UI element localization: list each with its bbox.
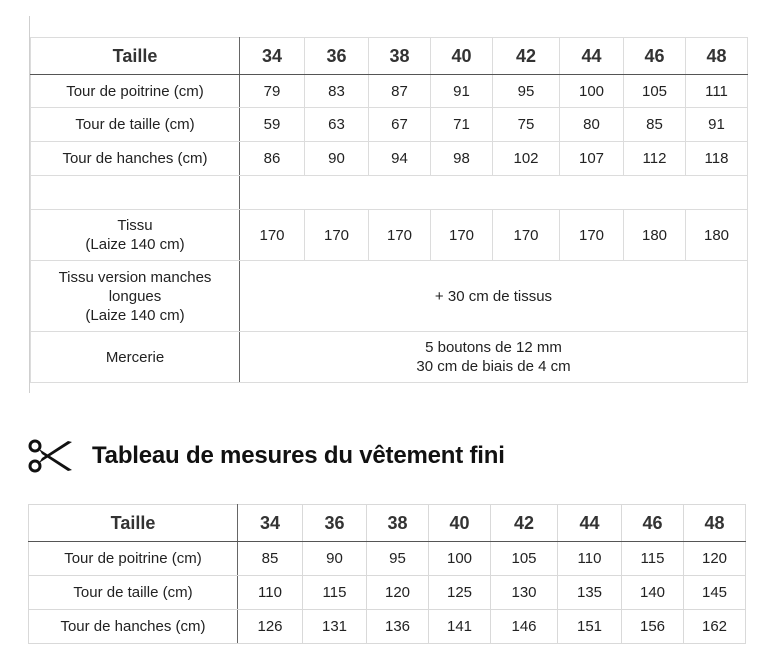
cell: 112 <box>624 142 686 176</box>
cell: 90 <box>305 142 369 176</box>
cell: 86 <box>240 142 305 176</box>
row-label: Tour de taille (cm) <box>29 576 238 610</box>
cell: 67 <box>369 108 431 142</box>
size-header: 38 <box>369 38 431 75</box>
header-row <box>29 505 746 542</box>
size-header: 44 <box>558 505 622 542</box>
cell: 107 <box>560 142 624 176</box>
cell: 135 <box>558 576 622 610</box>
table-row <box>29 542 746 576</box>
size-header: 42 <box>491 505 558 542</box>
size-header: 34 <box>238 505 303 542</box>
cell: 131 <box>303 610 367 644</box>
table-row <box>31 108 748 142</box>
cell: 91 <box>686 108 748 142</box>
size-header: 42 <box>493 38 560 75</box>
cell: 105 <box>624 75 686 108</box>
size-header: 46 <box>624 38 686 75</box>
tissu-longues-label-line3: (Laize 140 cm) <box>85 306 185 324</box>
size-header: 46 <box>622 505 684 542</box>
cell: 170 <box>493 210 560 261</box>
cell: 79 <box>240 75 305 108</box>
cell: 85 <box>238 542 303 576</box>
cell: 71 <box>431 108 493 142</box>
mercerie-row <box>31 332 748 383</box>
row-label <box>31 261 240 332</box>
size-header: 48 <box>686 38 748 75</box>
cell: 170 <box>369 210 431 261</box>
table-row <box>31 142 748 176</box>
cell: 91 <box>431 75 493 108</box>
cell: 87 <box>369 75 431 108</box>
cell: 136 <box>367 610 429 644</box>
size-chart-table <box>30 37 748 383</box>
section-title: Tableau de mesures du vêtement fini <box>92 442 505 469</box>
table-row <box>29 610 746 644</box>
size-header: 34 <box>240 38 305 75</box>
tissu-row <box>31 210 748 261</box>
cell: 180 <box>686 210 748 261</box>
cell: 170 <box>305 210 369 261</box>
cell: 141 <box>429 610 491 644</box>
row-label: Tour de hanches (cm) <box>29 610 238 644</box>
row-label: Tour de hanches (cm) <box>31 142 240 176</box>
cell: 100 <box>560 75 624 108</box>
spacer-row <box>31 176 748 210</box>
row-label: Mercerie <box>31 332 240 383</box>
mercerie-line1: 5 boutons de 12 mm <box>425 339 562 356</box>
empty-cell <box>240 176 748 210</box>
mercerie-value <box>240 332 748 383</box>
cell: 156 <box>622 610 684 644</box>
empty-cell <box>31 176 240 210</box>
cell: 110 <box>558 542 622 576</box>
cell: 105 <box>491 542 558 576</box>
cell: 95 <box>367 542 429 576</box>
cell: 126 <box>238 610 303 644</box>
header-row <box>31 38 748 75</box>
cell: 120 <box>367 576 429 610</box>
row-label <box>31 210 240 261</box>
row-label: Tour de taille (cm) <box>31 108 240 142</box>
cell: 151 <box>558 610 622 644</box>
cell: 75 <box>493 108 560 142</box>
cell: 130 <box>491 576 558 610</box>
header-label: Taille <box>31 38 240 75</box>
row-label: Tour de poitrine (cm) <box>29 542 238 576</box>
table-row <box>29 576 746 610</box>
cell: 102 <box>493 142 560 176</box>
size-header: 36 <box>303 505 367 542</box>
size-header: 38 <box>367 505 429 542</box>
cell: 115 <box>622 542 684 576</box>
size-header: 36 <box>305 38 369 75</box>
tissu-longues-label-line2: longues <box>108 287 162 305</box>
cell: 170 <box>560 210 624 261</box>
size-header: 40 <box>429 505 491 542</box>
tissu-longues-value: + 30 cm de tissus <box>240 261 748 332</box>
cell: 110 <box>238 576 303 610</box>
cell: 59 <box>240 108 305 142</box>
tissu-longues-row <box>31 261 748 332</box>
scissors-icon <box>28 438 74 474</box>
size-header: 44 <box>560 38 624 75</box>
cell: 80 <box>560 108 624 142</box>
cell: 145 <box>684 576 746 610</box>
cell: 118 <box>686 142 748 176</box>
size-header: 40 <box>431 38 493 75</box>
mercerie-line2: 30 cm de biais de 4 cm <box>416 358 571 375</box>
cell: 170 <box>240 210 305 261</box>
tissu-label-line2: (Laize 140 cm) <box>85 236 185 253</box>
cell: 170 <box>431 210 493 261</box>
tissu-label-line1: Tissu <box>117 217 153 234</box>
cell: 125 <box>429 576 491 610</box>
cell: 90 <box>303 542 367 576</box>
cell: 100 <box>429 542 491 576</box>
cell: 180 <box>624 210 686 261</box>
cell: 85 <box>624 108 686 142</box>
cell: 111 <box>686 75 748 108</box>
cell: 140 <box>622 576 684 610</box>
cell: 83 <box>305 75 369 108</box>
cell: 115 <box>303 576 367 610</box>
tissu-longues-label-line1: Tissu version manches <box>58 268 212 286</box>
cell: 146 <box>491 610 558 644</box>
cell: 63 <box>305 108 369 142</box>
header-label: Taille <box>29 505 238 542</box>
cell: 120 <box>684 542 746 576</box>
row-label: Tour de poitrine (cm) <box>31 75 240 108</box>
finished-garment-table <box>28 504 746 644</box>
cell: 98 <box>431 142 493 176</box>
cell: 94 <box>369 142 431 176</box>
section-heading <box>28 436 505 476</box>
table-row <box>31 75 748 108</box>
cell: 95 <box>493 75 560 108</box>
cell: 162 <box>684 610 746 644</box>
size-header: 48 <box>684 505 746 542</box>
